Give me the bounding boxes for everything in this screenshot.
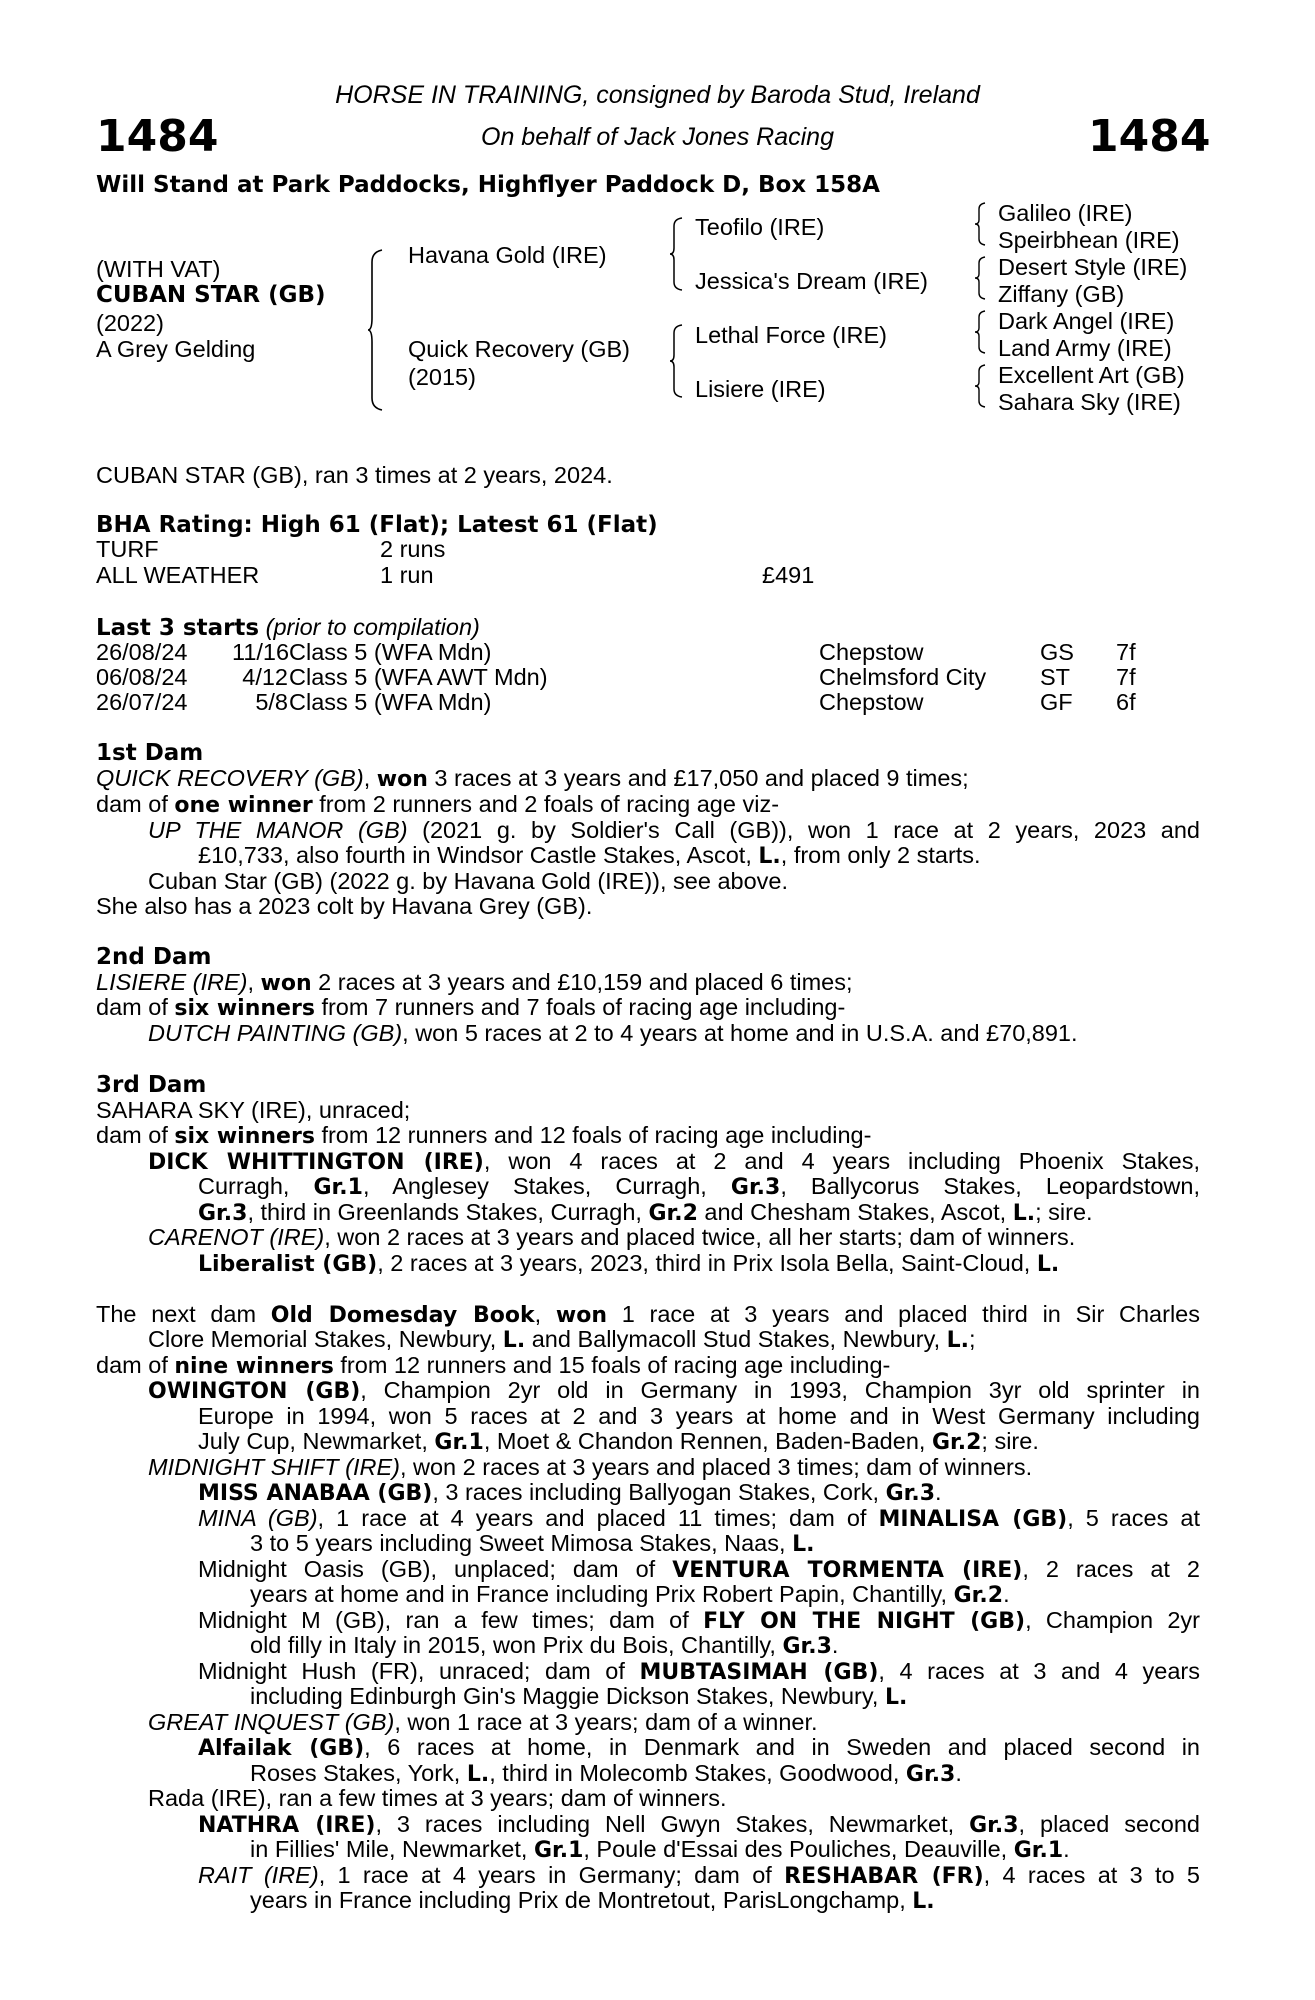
nextdam-line-13: Midnight M (GB), ran a few times; dam of FLY ON THE NIGHT (GB), Champion 2yr xyxy=(198,1607,1201,1634)
pedigree-brace-g4 xyxy=(975,365,987,407)
header-consignor: HORSE IN TRAINING, consigned by Baroda Stud, Ireland xyxy=(335,81,980,109)
pedigree-brace-g2 xyxy=(975,257,987,299)
pedigree-g8: Sahara Sky (IRE) xyxy=(998,389,1181,415)
turf-label: TURF xyxy=(96,536,159,562)
pedigree-g4: Ziffany (GB) xyxy=(998,281,1125,307)
nextdam-line-22: in Fillies' Mile, Newmarket, Gr.1, Poule d'Essai des Pouliches, Deauville, Gr.1. xyxy=(250,1836,1070,1863)
nextdam-line-21: NATHRA (IRE), 3 races including Nell Gwyn Stakes, Newmarket, Gr.3, placed second xyxy=(198,1811,1200,1838)
nextdam-line-17: GREAT INQUEST (GB), won 1 race at 3 years; dam of a winner. xyxy=(148,1709,818,1735)
stabling-location: Will Stand at Park Paddocks, Highflyer Paddock D, Box 158A xyxy=(96,172,880,198)
start-position: 11/16 xyxy=(232,639,290,665)
lot-number-left: 1484 xyxy=(96,111,219,162)
horse-description: A Grey Gelding xyxy=(96,336,256,362)
start-race: Class 5 (WFA AWT Mdn) xyxy=(289,664,548,690)
nextdam-line-18: Alfailak (GB), 6 races at home, in Denmark and in Sweden and placed second in xyxy=(198,1734,1200,1761)
dam1-line-6: She also has a 2023 colt by Havana Grey (GB). xyxy=(96,893,593,919)
dam3-line-2: dam of six winners from 12 runners and 12 foals of racing age including- xyxy=(96,1122,872,1149)
pedigree-dam: Quick Recovery (GB) xyxy=(408,336,630,362)
start-row-1 xyxy=(96,640,1196,666)
aw-runs: 1 run xyxy=(380,562,434,588)
nextdam-line-10: 3 to 5 years including Sweet Mimosa Stakes, Naas, L. xyxy=(250,1530,815,1557)
dam1-name: QUICK RECOVERY (GB) xyxy=(96,765,364,791)
pedigree-g7: Excellent Art (GB) xyxy=(998,362,1185,388)
bha-rating: BHA Rating: High 61 (Flat); Latest 61 (Flat) xyxy=(96,512,658,538)
last-starts-note: (prior to compilation) xyxy=(265,614,480,640)
pedigree-dam-sire: Lethal Force (IRE) xyxy=(695,322,887,348)
dam2-heading: 2nd Dam xyxy=(96,944,212,970)
nextdam-line-3: dam of nine winners from 12 runners and 15 foals of racing age including- xyxy=(96,1352,891,1379)
dam2-line-2: dam of six winners from 7 runners and 7 foals of racing age including- xyxy=(96,994,846,1021)
pedigree-brace-main xyxy=(368,250,384,410)
start-going: GF xyxy=(1040,689,1073,715)
pedigree-dam-year: (2015) xyxy=(408,364,476,390)
pedigree-sire-sire: Teofilo (IRE) xyxy=(695,214,825,240)
start-date: 06/08/24 xyxy=(96,664,188,690)
start-course: Chepstow xyxy=(819,689,924,715)
start-date: 26/07/24 xyxy=(96,689,188,715)
start-going: GS xyxy=(1040,639,1074,665)
start-race: Class 5 (WFA Mdn) xyxy=(289,689,492,715)
nextdam-line-12: years at home and in France including Prix Robert Papin, Chantilly, Gr.2. xyxy=(250,1581,1010,1608)
dam3-line-5: Gr.3, third in Greenlands Stakes, Curragh, Gr.2 and Chesham Stakes, Ascot, L.; sire. xyxy=(198,1199,1093,1226)
lot-number-right: 1484 xyxy=(1088,111,1211,162)
race-summary: CUBAN STAR (GB), ran 3 times at 2 years, 2024. xyxy=(96,462,613,488)
pedigree-g5: Dark Angel (IRE) xyxy=(998,308,1175,334)
pedigree-brace-g3 xyxy=(975,311,987,353)
pedigree-sire: Havana Gold (IRE) xyxy=(408,242,607,268)
nextdam-line-11: Midnight Oasis (GB), unplaced; dam of VENTURA TORMENTA (IRE), 2 races at 2 xyxy=(198,1556,1200,1583)
dam1-heading: 1st Dam xyxy=(96,740,204,766)
dam1-line-4: £10,733, also fourth in Windsor Castle Stakes, Ascot, L., from only 2 starts. xyxy=(198,842,981,869)
horse-year: (2022) xyxy=(96,310,164,336)
last-starts-heading xyxy=(96,614,480,642)
horse-name: CUBAN STAR (GB) xyxy=(96,282,326,308)
dam2-line-3: DUTCH PAINTING (GB), won 5 races at 2 to 4 years at home and in U.S.A. and £70,891. xyxy=(148,1020,1078,1046)
dam1-line-1: QUICK RECOVERY (GB), won 3 races at 3 years and £17,050 and placed 9 times; xyxy=(96,765,969,792)
dam3-line-7: Liberalist (GB), 2 races at 3 years, 2023, third in Prix Isola Bella, Saint-Cloud, L. xyxy=(198,1250,1060,1277)
pedigree-brace-g1 xyxy=(975,203,987,245)
pedigree-brace-dam xyxy=(670,325,684,397)
dam3-line-1: SAHARA SKY (IRE), unraced; xyxy=(96,1097,411,1123)
dam3-heading: 3rd Dam xyxy=(96,1072,207,1098)
start-row-3 xyxy=(96,690,1196,716)
header-vendor: On behalf of Jack Jones Racing xyxy=(481,123,834,151)
nextdam-line-15: Midnight Hush (FR), unraced; dam of MUBTASIMAH (GB), 4 races at 3 and 4 years xyxy=(198,1658,1200,1685)
pedigree-g2: Speirbhean (IRE) xyxy=(998,227,1180,253)
pedigree-g3: Desert Style (IRE) xyxy=(998,254,1188,280)
start-race: Class 5 (WFA Mdn) xyxy=(289,639,492,665)
nextdam-line-16: including Edinburgh Gin's Maggie Dickson Stakes, Newbury, L. xyxy=(250,1683,908,1710)
last-starts-title: Last 3 starts xyxy=(96,615,260,641)
turf-runs: 2 runs xyxy=(380,536,446,562)
nextdam-line-6: July Cup, Newmarket, Gr.1, Moet & Chandon Rennen, Baden-Baden, Gr.2; sire. xyxy=(198,1428,1039,1455)
vat-status: (WITH VAT) xyxy=(96,256,221,282)
nextdam-line-4: OWINGTON (GB), Champion 2yr old in Germany in 1993, Champion 3yr old sprinter in xyxy=(148,1377,1200,1404)
nextdam-line-19: Roses Stakes, York, L., third in Molecomb Stakes, Goodwood, Gr.3. xyxy=(250,1760,962,1787)
start-distance: 7f xyxy=(1116,639,1136,665)
nextdam-line-1: The next dam Old Domesday Book, won 1 race at 3 years and placed third in Sir Charles xyxy=(96,1301,1200,1328)
aw-label: ALL WEATHER xyxy=(96,562,260,588)
dam3-line-3: DICK WHITTINGTON (IRE), won 4 races at 2 and 4 years including Phoenix Stakes, xyxy=(148,1148,1201,1175)
start-position: 5/8 xyxy=(255,689,288,715)
dam3-line-6: CARENOT (IRE), won 2 races at 3 years and placed twice, all her starts; dam of winners. xyxy=(148,1224,1076,1250)
pedigree-brace-sire xyxy=(670,218,684,290)
start-course: Chepstow xyxy=(819,639,924,665)
nextdam-line-23: RAIT (IRE), 1 race at 4 years in Germany; dam of RESHABAR (FR), 4 races at 3 to 5 xyxy=(198,1862,1201,1889)
start-course: Chelmsford City xyxy=(819,664,987,690)
start-date: 26/08/24 xyxy=(96,639,188,665)
start-going: ST xyxy=(1040,664,1071,690)
nextdam-line-24: years in France including Prix de Montretout, ParisLongchamp, L. xyxy=(250,1887,935,1914)
dam1-line-3: UP THE MANOR (GB) (2021 g. by Soldier's Call (GB)), won 1 race at 2 years, 2023 and xyxy=(148,817,1200,843)
nextdam-line-8: MISS ANABAA (GB), 3 races including Ballyogan Stakes, Cork, Gr.3. xyxy=(198,1479,942,1506)
dam2-line-1: LISIERE (IRE), won 2 races at 3 years and £10,159 and placed 6 times; xyxy=(96,969,853,996)
aw-prize: £491 xyxy=(762,562,815,588)
pedigree-g1: Galileo (IRE) xyxy=(998,200,1133,226)
nextdam-line-14: old filly in Italy in 2015, won Prix du Bois, Chantilly, Gr.3. xyxy=(250,1632,839,1659)
nextdam-line-20: Rada (IRE), ran a few times at 3 years; dam of winners. xyxy=(148,1785,727,1811)
pedigree-dam-dam: Lisiere (IRE) xyxy=(695,376,826,402)
nextdam-line-9: MINA (GB), 1 race at 4 years and placed 11 times; dam of MINALISA (GB), 5 races at xyxy=(198,1505,1201,1532)
start-distance: 6f xyxy=(1116,689,1136,715)
dam3-line-4: Curragh, Gr.1, Anglesey Stakes, Curragh, Gr.3, Ballycorus Stakes, Leopardstown, xyxy=(198,1173,1200,1200)
dam1-line-2: dam of one winner from 2 runners and 2 foals of racing age viz- xyxy=(96,791,780,818)
pedigree-sire-dam: Jessica's Dream (IRE) xyxy=(695,268,928,294)
start-distance: 7f xyxy=(1116,664,1136,690)
nextdam-line-2: Clore Memorial Stakes, Newbury, L. and Ballymacoll Stud Stakes, Newbury, L.; xyxy=(148,1326,976,1353)
dam1-line-5: Cuban Star (GB) (2022 g. by Havana Gold (IRE)), see above. xyxy=(148,868,789,894)
start-row-2 xyxy=(96,665,1196,691)
pedigree-g6: Land Army (IRE) xyxy=(998,335,1172,361)
nextdam-line-5: Europe in 1994, won 5 races at 2 and 3 years at home and in West Germany including xyxy=(198,1403,1200,1429)
nextdam-line-7: MIDNIGHT SHIFT (IRE), won 2 races at 3 years and placed 3 times; dam of winners. xyxy=(148,1454,1033,1480)
start-position: 4/12 xyxy=(242,664,288,690)
